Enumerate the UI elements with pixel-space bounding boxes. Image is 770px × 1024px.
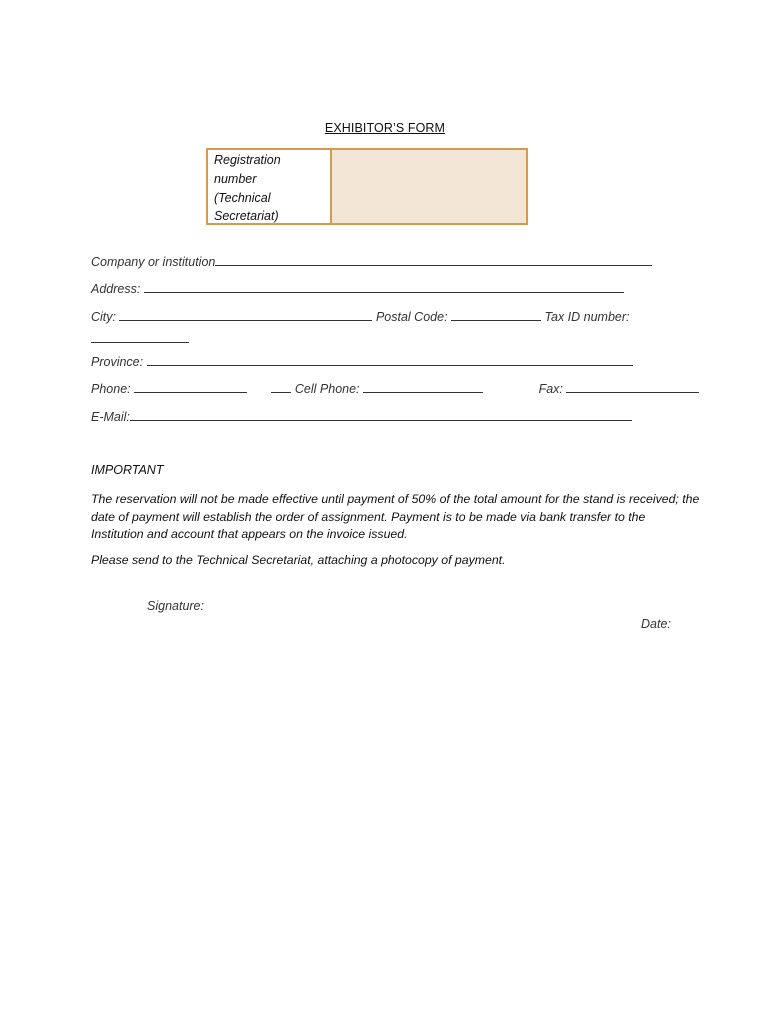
phone-row bbox=[91, 382, 699, 396]
registration-label-line: number bbox=[214, 171, 257, 186]
tax-id-field[interactable] bbox=[91, 332, 189, 343]
province-label: Province: bbox=[91, 355, 144, 369]
important-heading: IMPORTANT bbox=[91, 463, 164, 477]
date-label: Date: bbox=[641, 617, 671, 631]
form-title: EXHIBITOR’S FORM bbox=[324, 121, 446, 135]
send-note: Please send to the Technical Secretariat, attaching a photocopy of payment. bbox=[91, 553, 506, 567]
postal-code-field[interactable] bbox=[451, 310, 541, 321]
email-label: E-Mail: bbox=[91, 410, 130, 424]
registration-label-line: (Technical bbox=[214, 190, 271, 205]
email-row bbox=[91, 410, 632, 424]
phone-field[interactable] bbox=[134, 382, 247, 393]
registration-number-label bbox=[208, 150, 332, 223]
fax-field[interactable] bbox=[566, 382, 699, 393]
registration-label-line: Registration bbox=[214, 153, 281, 167]
registration-number-field[interactable] bbox=[332, 150, 526, 223]
city-row bbox=[91, 310, 630, 324]
tax-id-row-continued bbox=[91, 332, 189, 346]
cell-phone-field[interactable] bbox=[363, 382, 483, 393]
signature-label: Signature: bbox=[147, 599, 204, 613]
important-body: The reservation will not be made effective until payment of 50% of the total amount for the stand is received; the date of payment will establish the order of assignment. Payment is to be made via bank transfer to the Institution and account that appears on the invoice issued. bbox=[91, 492, 700, 541]
company-row bbox=[91, 255, 652, 269]
registration-number-box bbox=[206, 148, 528, 225]
registration-label-line: Secretariat) bbox=[214, 209, 279, 224]
address-field[interactable] bbox=[144, 282, 624, 293]
address-row bbox=[91, 282, 624, 296]
fax-label: Fax: bbox=[538, 382, 563, 396]
email-field[interactable] bbox=[130, 410, 632, 421]
company-field[interactable] bbox=[215, 255, 652, 266]
province-field[interactable] bbox=[147, 355, 633, 366]
phone-label: Phone: bbox=[91, 382, 131, 396]
company-label: Company or institution bbox=[91, 255, 216, 269]
tax-id-label: Tax ID number: bbox=[544, 310, 630, 324]
province-row bbox=[91, 355, 633, 369]
city-field[interactable] bbox=[119, 310, 372, 321]
phone-extension-field[interactable] bbox=[271, 382, 291, 393]
address-label: Address: bbox=[91, 282, 141, 296]
cell-phone-label: Cell Phone: bbox=[294, 382, 360, 396]
postal-code-label: Postal Code: bbox=[375, 310, 448, 324]
city-label: City: bbox=[91, 310, 116, 324]
